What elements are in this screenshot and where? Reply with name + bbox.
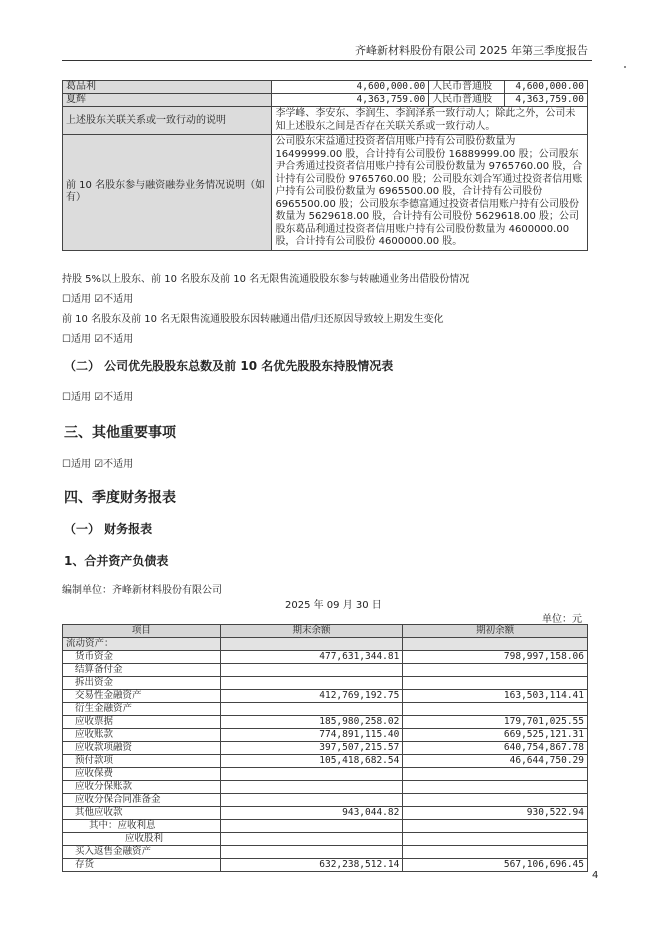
- begin-balance: [403, 768, 588, 781]
- preferred-section-title: （二） 公司优先股股东总数及前 10 名优先股股东持股情况表: [64, 359, 394, 373]
- financial-statements-title: 四、季度财务报表: [64, 490, 176, 506]
- col-header-end: 期末余额: [220, 625, 403, 638]
- header-divider: [62, 60, 592, 61]
- begin-balance: [403, 833, 588, 846]
- end-balance: [220, 664, 403, 677]
- share-quantity: 4,363,759.00: [272, 94, 429, 107]
- begin-balance: [403, 794, 588, 807]
- item: 应收票据: [63, 716, 221, 729]
- section-row: [63, 638, 588, 651]
- table-row: [63, 781, 588, 794]
- table-row: [63, 755, 588, 768]
- margin-text: 公司股东宋益通过投资者信用账户持有公司股份数量为 16499999.00 股，合计持有公司股份 16889999.00 股；公司股东尹合秀通过投资者信用账户持有公司股份数量为 9765760.00 股，合计持有公司股份 9765760.00 股；公司股东刘合军通过投资者信用账户持有公司股份数量为 6965500.00 股，合计持有公司股份 6965500.00 股；公司股东李德富通过投资者信用账户持有公司股份数量为 5629618.00 股，合计持有公司股份 5629618.00 股；公司股东葛品利通过投资者信用账户持有公司股份数量为 4600000.00 股，合计持有公司股份 4600000.00 股。: [272, 135, 588, 251]
- shareholder-name: 夏辉: [63, 94, 272, 107]
- table-row: [63, 690, 588, 703]
- table-row: [63, 833, 588, 846]
- report-date: 2025 年 09 月 30 日: [285, 600, 382, 611]
- table-row: [63, 846, 588, 859]
- item: 交易性金融资产: [63, 690, 221, 703]
- end-balance: 397,507,215.57: [220, 742, 403, 755]
- table-row: [63, 81, 588, 94]
- item: 拆出资金: [63, 677, 221, 690]
- begin-balance: 640,754,867.78: [403, 742, 588, 755]
- shareholder-table: [62, 80, 588, 251]
- end-balance: [220, 768, 403, 781]
- relation-text: 李学峰、李安东、李润生、李润泽系一致行动人；除此之外，公司未知上述股东之间是否存在关联关系或一致行动人。: [272, 107, 588, 135]
- table-header-row: [63, 625, 588, 638]
- end-balance: [220, 677, 403, 690]
- page-number: 4: [592, 870, 599, 881]
- item: 应收款项融资: [63, 742, 221, 755]
- begin-balance: 930,522.94: [403, 807, 588, 820]
- preparer: 编制单位：齐峰新材料股份有限公司: [62, 585, 222, 596]
- unit-label: 单位：元: [542, 614, 582, 625]
- begin-balance: [403, 664, 588, 677]
- table-row: [63, 135, 588, 251]
- table-row: [63, 742, 588, 755]
- preferred-option: ☐适用 ☑不适用: [62, 392, 134, 403]
- item: 买入返售金融资产: [63, 846, 221, 859]
- relation-label: 上述股东关联关系或一致行动的说明: [63, 107, 272, 135]
- end-balance: [220, 846, 403, 859]
- other-matters-option: ☐适用 ☑不适用: [62, 459, 134, 470]
- table-row: [63, 807, 588, 820]
- item: 存货: [63, 859, 221, 872]
- end-balance: 477,631,344.81: [220, 651, 403, 664]
- share-type: 人民币普通股: [429, 81, 505, 94]
- change-note: 前 10 名股东及前 10 名无限售流通股股东因转融通出借/归还原因导致较上期发生变化: [62, 314, 444, 325]
- item: 应收分保账款: [63, 781, 221, 794]
- col-header-item: 项目: [63, 625, 221, 638]
- table-row: [63, 651, 588, 664]
- end-balance: 105,418,682.54: [220, 755, 403, 768]
- item: 应收分保合同准备金: [63, 794, 221, 807]
- end-balance: 632,238,512.14: [220, 859, 403, 872]
- lending-option: ☐适用 ☑不适用: [62, 294, 134, 305]
- begin-balance: [403, 846, 588, 859]
- other-matters-title: 三、其他重要事项: [64, 425, 176, 441]
- col-header-begin: 期初余额: [403, 625, 588, 638]
- table-row: [63, 729, 588, 742]
- begin-balance: 46,644,750.29: [403, 755, 588, 768]
- page-header: 齐峰新材料股份有限公司 2025 年第三季度报告: [355, 44, 588, 57]
- table-row: [63, 768, 588, 781]
- begin-balance: 179,701,025.55: [403, 716, 588, 729]
- begin-balance: 567,106,696.45: [403, 859, 588, 872]
- scan-speck: [624, 66, 626, 68]
- end-balance: [220, 833, 403, 846]
- item: 应收股利: [63, 833, 221, 846]
- end-balance: [220, 794, 403, 807]
- item: 其中：应收利息: [63, 820, 221, 833]
- begin-balance: 669,525,121.31: [403, 729, 588, 742]
- share-type-quantity: 4,363,759.00: [505, 94, 588, 107]
- item: 结算备付金: [63, 664, 221, 677]
- balance-sheet-table: [62, 624, 588, 872]
- item: 应收账款: [63, 729, 221, 742]
- table-row: [63, 820, 588, 833]
- lending-note: 持股 5%以上股东、前 10 名股东及前 10 名无限售流通股股东参与转融通业务出借股份情况: [62, 274, 470, 285]
- item: 其他应收款: [63, 807, 221, 820]
- begin-balance: [403, 781, 588, 794]
- share-type: 人民币普通股: [429, 94, 505, 107]
- end-balance: 943,044.82: [220, 807, 403, 820]
- current-assets-label: 流动资产：: [63, 638, 221, 651]
- table-row: [63, 703, 588, 716]
- share-type-quantity: 4,600,000.00: [505, 81, 588, 94]
- margin-label: 前 10 名股东参与融资融券业务情况说明（如有）: [63, 135, 272, 251]
- end-balance: [220, 781, 403, 794]
- table-row: [63, 677, 588, 690]
- begin-balance: [403, 703, 588, 716]
- change-option: ☐适用 ☑不适用: [62, 334, 134, 345]
- table-row: [63, 716, 588, 729]
- table-row: [63, 794, 588, 807]
- item: 预付款项: [63, 755, 221, 768]
- balance-sheet-title: 1、合并资产负债表: [64, 554, 169, 568]
- end-balance: [220, 820, 403, 833]
- share-quantity: 4,600,000.00: [272, 81, 429, 94]
- end-balance: 185,980,258.02: [220, 716, 403, 729]
- item: 衍生金融资产: [63, 703, 221, 716]
- item: 货币资金: [63, 651, 221, 664]
- begin-balance: [403, 677, 588, 690]
- statements-subtitle: （一） 财务报表: [64, 522, 153, 536]
- end-balance: 412,769,192.75: [220, 690, 403, 703]
- item: 应收保费: [63, 768, 221, 781]
- shareholder-name: 葛品利: [63, 81, 272, 94]
- begin-balance: 798,997,158.06: [403, 651, 588, 664]
- begin-balance: 163,503,114.41: [403, 690, 588, 703]
- end-balance: 774,891,115.40: [220, 729, 403, 742]
- table-row: [63, 94, 588, 107]
- begin-balance: [403, 820, 588, 833]
- table-row: [63, 107, 588, 135]
- table-row: [63, 859, 588, 872]
- end-balance: [220, 703, 403, 716]
- table-row: [63, 664, 588, 677]
